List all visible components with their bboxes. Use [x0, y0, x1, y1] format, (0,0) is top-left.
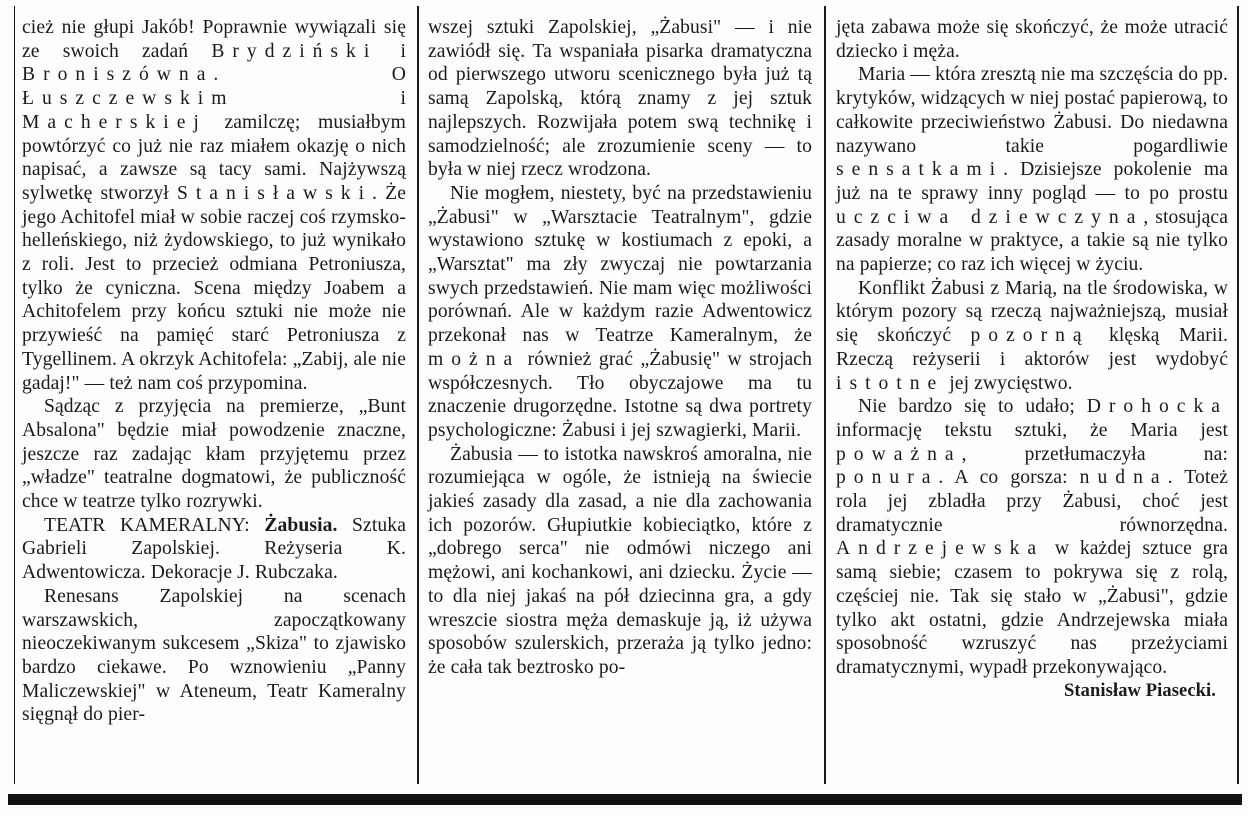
text-run: Maria — która zresztą nie ma szczęścia do pp. krytyków, widzących w niej postać papierową, to całkowite przeciwieństwo Żabusi. Do niedawna nazywano takie pogardliwie	[836, 64, 1228, 157]
text-run: . O	[213, 64, 406, 86]
spaced-name: Drohocka	[1086, 396, 1228, 418]
paragraph: Sądząc z przyjęcia na premierze, „Bunt Absalona" będzie miał powodzenie znaczne, jeszcze raz zadając kłam przyjętemu przez „władze" teatralne dogmatowi, że publiczność chce w teatrze tylko rozrywki.	[22, 396, 406, 513]
spaced-word: poważna	[836, 443, 962, 465]
spaced-name: Stanisławski	[176, 182, 373, 204]
text-run: w każdej sztuce gra samą siebie; czasem to pokrywa się z rolą, częściej nie. Tak się stało w „Żabusi", gdzie tylko akt ostatni, gdzie Andrzejewska miała sposobność wzruszyć nas przeżyciami dramatycznymi, wypadł przekonywająco.	[836, 538, 1228, 678]
left-border-rule	[14, 6, 15, 784]
text-column-3	[836, 16, 1228, 703]
paragraph	[836, 395, 1228, 679]
text-run: i	[377, 40, 406, 62]
text-run: , stosująca zasady moralne w praktyce, a takie są nie tylko na papierze; co raz ich więcej w życiu.	[836, 206, 1229, 276]
spaced-word: nudna	[1079, 467, 1168, 489]
text-run: , przetłumaczyła na:	[961, 443, 1228, 465]
text-column-1	[22, 16, 406, 727]
section-heading	[22, 514, 406, 585]
text-run: zamilczę; musiałbym powtórzyć co już nie raz miałem okazję o nich napisać, a zawsze są tacy sami. Najżywszą sylwetkę stworzył	[22, 111, 406, 204]
text-column-2	[428, 16, 812, 680]
text-run: . Dzisiejsze pokolenie ma już na te sprawy inny pogląd — to po prostu	[836, 159, 1228, 204]
spaced-name: Broniszówna	[22, 64, 214, 86]
paragraph	[836, 63, 1228, 276]
text-run: informację tekstu sztuki, że Maria jest	[836, 419, 1228, 441]
column-divider-2	[824, 6, 826, 784]
paragraph: jęta zabawa może się skończyć, że może utracić dziecko i męża.	[836, 17, 1228, 62]
spaced-word: można	[428, 348, 521, 370]
column-divider-1	[417, 6, 419, 784]
text-run: cież nie głupi Jakób! Poprawnie wywiązali się ze swoich zadań	[22, 17, 406, 62]
play-title: Żabusia.	[264, 514, 338, 536]
spaced-word: istotne	[836, 372, 945, 394]
author-signature: Stanisław Piasecki.	[1064, 680, 1216, 701]
text-run: klęską Marii. Rzeczą reżyserii i aktorów jest wydobyć	[836, 325, 1228, 370]
paragraph	[428, 182, 812, 443]
bottom-rule	[8, 794, 1242, 805]
spaced-name: Łuszczewskim	[22, 88, 235, 110]
play-credits: Sztuka Gabrieli Zapolskiej. Reżyseria K. Adwentowicza. Dekoracje J. Rubczaka.	[22, 514, 406, 584]
spaced-word: sensatkami	[836, 159, 1004, 181]
spaced-word: pozorną	[970, 325, 1090, 347]
spaced-name: Macherskiej	[22, 111, 207, 133]
text-run: Nie bardzo się to udało;	[858, 396, 1087, 418]
paragraph: Renesans Zapolskiej na scenach warszawskich, zapoczątkowany nieoczekiwanym sukcesem „Skiza" to zjawisko bardzo ciekawe. Po wznowieniu „Panny Maliczewskiej" w Ateneum, Teatr Kameralny sięgnął do pier-	[22, 585, 406, 726]
text-run: jej zwycięstwo.	[944, 372, 1073, 394]
text-run: . Że jego Achitofel miał w sobie raczej coś rzymsko-helleńskiego, niż żydowskiego, to już wynikało z roli. Jest to przecież odmiana Petroniusza, tylko że cyniczna. Scena między Joabem a Achitofelem przy końcu sztuki nie może nie przywieść na pamięć starć Petroniusza z Tygellinem. A okrzyk Achitofela: „Zabij, ale nie gadaj!" — też nam coś przypomina.	[22, 182, 406, 394]
spaced-word: uczciwa dziewczyna	[836, 206, 1144, 228]
text-run: i	[234, 88, 406, 110]
right-border-rule	[1237, 6, 1239, 784]
text-run: . A co gorsza:	[938, 467, 1080, 489]
text-run: . Toteż rola jej zbladła przy Żabusi, choć jest dramatycznie równorzędna.	[836, 467, 1228, 536]
text-run: Konflikt Żabusi z Marią, na tle środowiska, w którym pozory są rzeczą najważniejszą, musiał się skończyć	[836, 277, 1228, 347]
paragraph: wszej sztuki Zapolskiej, „Żabusi" — i nie zawiódł się. Ta wspaniała pisarka dramatyczna od pierwszego utworu scenicznego była już tą samą Zapolską, którą znamy z jej sztuk najlepszych. Rozwijała potem swą technikę i samodzielność; ale zrozumienie sceny — to była w niej rzecz wrodzona.	[428, 17, 812, 181]
spaced-word: ponura	[836, 467, 939, 489]
paragraph: Żabusia — to istotka nawskroś amoralna, nie rozumiejąca w ogóle, że istnieją na świecie jakieś zasady dla zasad, a nie dla zachowania ich pozorów. Głupiutkie kobieciątko, które z „dobrego serca" nie odmówi niczego ani mężowi, ani kochankowi, ani dziecku. Życie — to dla niej jakaś na pół dziecinna gra, a gdy wreszcie siostra męża demaskuje ją, iż używa sposobów szulerskich, przeraża ją tylko jedno: że cała tak beztrosko po-	[428, 443, 812, 678]
spaced-name: Brydziński	[211, 40, 378, 62]
paragraph	[836, 277, 1228, 396]
text-run: Nie mogłem, niestety, być na przedstawieniu „Żabusi" w „Warsztacie Teatralnym", gdzie wystawiono sztukę w kostiumach z epoki, a „Warsztat" ma zły zwyczaj nie powtarzania swych przedstawień. Nie mam więc możliwości porównań. Ale w każdym razie Adwentowicz przekonał nas w Teatrze Kameralnym, że	[428, 182, 812, 347]
paragraph	[22, 16, 406, 395]
theatre-name: TEATR KAMERALNY:	[44, 514, 250, 536]
text-run: również grać „Żabusię" w strojach współczesnych. Tło obyczajowe ma tu znaczenie drugorzędne. Istotne są dwa portrety psychologiczne: Żabusi i jej szwagierki, Marii.	[428, 348, 812, 441]
spaced-name: Andrzejewska	[836, 538, 1045, 560]
